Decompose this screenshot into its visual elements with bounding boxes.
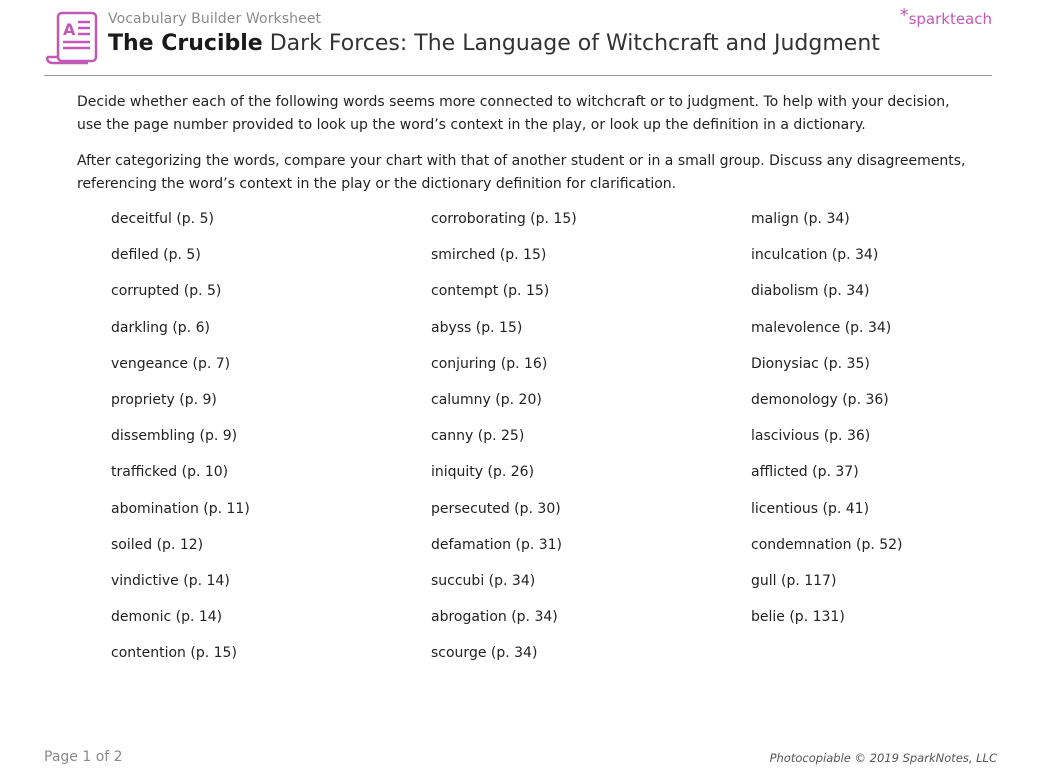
word-item: abomination (p. 11) — [111, 500, 250, 517]
word-item: iniquity (p. 26) — [431, 464, 535, 481]
header-divider — [44, 75, 992, 76]
document-icon — [44, 10, 100, 66]
word-item: licentious (p. 41) — [751, 500, 870, 517]
word-item: scourge (p. 34) — [431, 645, 538, 662]
worksheet-title: Dark Forces: The Language of Witchcraft and Judgment — [269, 31, 880, 56]
word-item: deceitful (p. 5) — [111, 211, 214, 227]
word-item: abrogation (p. 34) — [431, 609, 558, 626]
svg-text:A: A — [63, 20, 76, 39]
brand-star-icon: * — [899, 5, 909, 26]
copyright-notice: Photocopiable © 2019 SparkNotes, LLC — [769, 751, 997, 765]
instructions-paragraph-1: Decide whether each of the following words seems more connected to witchcraft or to judgment. To help with your decision, use the page number provided to look up the word’s context in the play, or look up the definition in a dictionary. — [77, 94, 950, 133]
word-item: demonology (p. 36) — [751, 391, 889, 408]
word-item: darkling (p. 6) — [111, 319, 210, 336]
brand-name: sparkteach — [908, 10, 992, 28]
word-column-2 — [431, 208, 731, 678]
word-item: Dionysiac (p. 35) — [751, 355, 870, 372]
word-item: propriety (p. 9) — [111, 391, 217, 408]
word-item: canny (p. 25) — [431, 428, 525, 445]
word-item: gull (p. 117) — [751, 572, 837, 589]
word-item: defamation (p. 31) — [431, 536, 563, 553]
word-item: demonic (p. 14) — [111, 609, 223, 626]
instructions-paragraph-2: After categorizing the words, compare your chart with that of another student or in a small group. Discuss any disagreements, referencing the word’s context in the play or the dictionary definition for clarification. — [77, 153, 966, 192]
word-item: vengeance (p. 7) — [111, 355, 231, 372]
word-item: smirched (p. 15) — [431, 247, 547, 264]
brand-logo — [899, 5, 992, 29]
worksheet-type-label: Vocabulary Builder Worksheet — [108, 11, 322, 27]
word-item: corrupted (p. 5) — [111, 283, 222, 300]
word-item: corroborating (p. 15) — [431, 211, 577, 227]
word-item: belie (p. 131) — [751, 609, 845, 626]
word-item: soiled (p. 12) — [111, 536, 204, 553]
word-column-1 — [111, 208, 411, 678]
word-item: diabolism (p. 34) — [751, 283, 870, 300]
word-item: defiled (p. 5) — [111, 247, 201, 264]
word-item: abyss (p. 15) — [431, 319, 523, 336]
word-column-3 — [751, 208, 1051, 642]
word-item: vindictive (p. 14) — [111, 572, 230, 589]
word-item: conjuring (p. 16) — [431, 355, 548, 372]
word-item: trafficked (p. 10) — [111, 464, 229, 481]
worksheet-header — [44, 5, 994, 78]
word-item: calumny (p. 20) — [431, 391, 542, 408]
book-title: The Crucible — [108, 31, 263, 56]
word-item: succubi (p. 34) — [431, 572, 536, 589]
word-item: dissembling (p. 9) — [111, 428, 238, 445]
page-indicator: Page 1 of 2 — [44, 749, 123, 765]
word-item: contempt (p. 15) — [431, 283, 550, 300]
word-item: inculcation (p. 34) — [751, 247, 879, 264]
word-item: malign (p. 34) — [751, 211, 850, 227]
word-item: afflicted (p. 37) — [751, 464, 859, 481]
word-item: lascivious (p. 36) — [751, 428, 871, 445]
word-item: persecuted (p. 30) — [431, 500, 561, 517]
instructions — [77, 91, 977, 209]
word-item: malevolence (p. 34) — [751, 319, 892, 336]
word-item: contention (p. 15) — [111, 645, 237, 662]
page-title — [108, 31, 880, 56]
word-item: condemnation (p. 52) — [751, 536, 903, 553]
